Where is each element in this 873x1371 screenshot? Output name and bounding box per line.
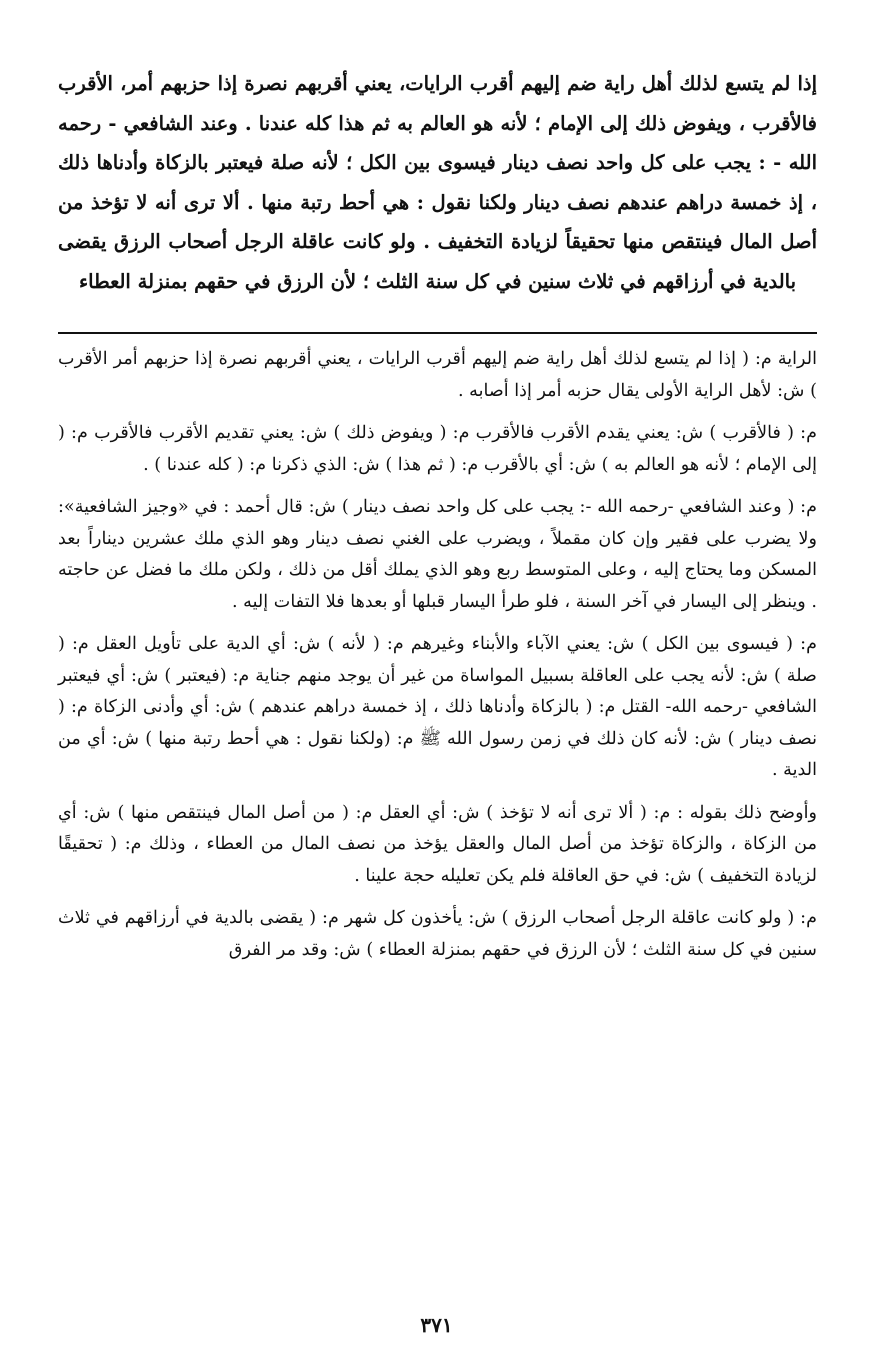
main-text (58, 64, 817, 301)
commentary-paragraph: م: ( فيسوى بين الكل ) ش: يعني الآباء والأبناء وغيرهم م: ( لأنه ) ش: أي الدية على تأويل العقل م: ( صلة ) ش: لأنه يجب على العاقلة بسبيل المواساة من غير أن يوجد منهم جناية م: (فيعتبر ) ش: أي فيعتبر الشافعي -رحمه الله- القتل م: ( بالزكاة وأدناها ذلك ، إذ خمسة دراهم عندهم ) ش: أي وأدنى الزكاة م: ( نصف دينار ) ش: لأنه كان ذلك في زمن رسول الله ﷺ م: (ولكنا نقول : هي أحط رتبة منها ) ش: أي من الدية . (58, 634, 817, 780)
commentary-paragraph: م: ( ولو كانت عاقلة الرجل أصحاب الرزق ) ش: يأخذون كل شهر م: ( يقضى بالدية في أرزاقهم في ثلاث سنين في كل سنة الثلث ؛ لأن الرزق في حقهم بمنزلة العطاء ) ش: وقد مر الفرق (58, 908, 817, 960)
commentary-paragraph: وأوضح ذلك بقوله : م: ( ألا ترى أنه لا تؤخذ ) ش: أي العقل م: ( من أصل المال فينتقص منها ) ش: أي من الزكاة ، والزكاة تؤخذ من أصل المال والعقل يؤخذ من نصف المال من العطاء ، وذلك م: ( تحقيقًا لزيادة التخفيف ) ش: في حق العاقلة فلم يكن تعليله حجة علينا . (58, 802, 817, 886)
section-divider (58, 332, 817, 334)
commentary-paragraph: الراية م: ( إذا لم يتسع لذلك أهل راية ضم إليهم أقرب الرايات ، يعني أقربهم نصرة إذا حزبهم أمر الأقرب ) ش: لأهل الراية الأولى يقال حزبه أمر إذا أصابه . (58, 349, 817, 401)
main-paragraph: إذا لم يتسع لذلك أهل راية ضم إليهم أقرب الرايات، يعني أقربهم نصرة إذا حزبهم أمر، الأقرب فالأقرب ، ويفوض ذلك إلى الإمام ؛ لأنه هو العالم به ثم هذا كله عندنا . وعند الشافعي - رحمه الله - : يجب على كل واحد نصف دينار فيسوى بين الكل ؛ لأنه صلة فيعتبر بالزكاة وأدناها ذلك ، إذ خمسة دراهم عندهم نصف دينار ولكنا نقول : هي أحط رتبة منها . ألا ترى أنه لا تؤخذ من أصل المال فينتقص منها تحقيقاً لزيادة التخفيف . ولو كانت عاقلة الرجل أصحاب الرزق يقضى بالدية في أرزاقهم في ثلاث سنين في كل سنة الثلث ؛ لأن الرزق في حقهم بمنزلة العطاء (58, 72, 817, 293)
commentary (58, 344, 817, 966)
page-number: ٣٧١ (420, 1313, 453, 1337)
commentary-paragraph: م: ( فالأقرب ) ش: يعني يقدم الأقرب فالأقرب م: ( ويفوض ذلك ) ش: يعني تقديم الأقرب فالأقرب م: ( إلى الإمام ؛ لأنه هو العالم به ) ش: أي بالأقرب م: ( ثم هذا ) ش: الذي ذكرنا م: ( كله عندنا ) . (58, 423, 817, 475)
commentary-paragraph: م: ( وعند الشافعي -رحمه الله -: يجب على كل واحد نصف دينار ) ش: قال أحمد : في «وجيز الشافعية»: ولا يضرب على فقير وإن كان مقملاً ، ويضرب على الغني نصف دينار وهو الذي ملك عشرين ديناراً بعد المسكن وما يحتاج إليه ، وعلى المتوسط ربع وهو الذي يملك أقل من ذلك ، ولكن ملك ما فضل عن حاجته . وينظر إلى اليسار في آخر السنة ، فلو طرأ اليسار قبلها أو بعدها فلا التفات إليه . (58, 497, 817, 612)
